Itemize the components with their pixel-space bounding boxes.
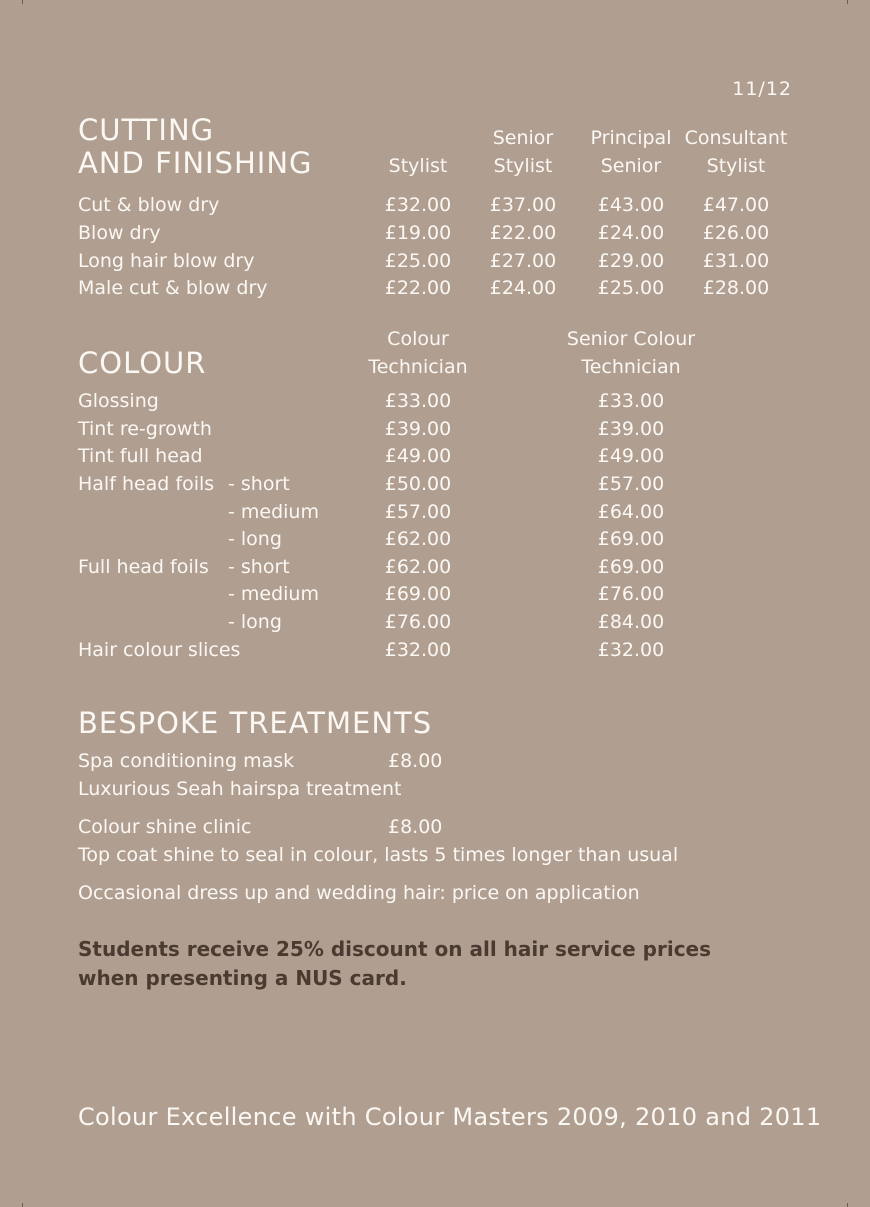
column-header-line: Stylist (388, 155, 448, 177)
price: £39.00 (597, 418, 665, 440)
column-header-line: Consultant (684, 127, 788, 149)
price-row (78, 553, 798, 581)
price: £47.00 (702, 194, 770, 216)
column-header-line: Senior Colour (566, 328, 696, 350)
price: £32.00 (384, 194, 452, 216)
price: £33.00 (597, 390, 665, 412)
price: £69.00 (597, 556, 665, 578)
price: £50.00 (384, 473, 452, 495)
service-name: Hair colour slices (78, 639, 241, 661)
column-header-line: Senior (600, 155, 662, 177)
note-line: Students receive 25% discount on all hair service prices (78, 937, 712, 961)
price-row (78, 580, 798, 608)
service-name: Glossing (78, 390, 159, 412)
crop-mark (22, 1203, 23, 1207)
treatment-description: Luxurious Seah hairspa treatment (78, 778, 402, 800)
service-name: Tint re-growth (78, 418, 212, 440)
price: £69.00 (597, 528, 665, 550)
section-title-line: CUTTING (78, 113, 215, 147)
price-row (78, 219, 798, 247)
price-row (78, 525, 798, 553)
crop-mark (847, 1203, 848, 1207)
price: £57.00 (384, 501, 452, 523)
treatment-name: Colour shine clinic (78, 816, 252, 838)
treatment-name: Spa conditioning mask (78, 750, 295, 772)
price: £25.00 (597, 277, 665, 299)
price: £39.00 (384, 418, 452, 440)
service-variant: - short (228, 556, 290, 578)
column-header-consultant-stylist (680, 124, 792, 180)
price-row (78, 415, 798, 443)
price: £19.00 (384, 222, 452, 244)
service-name: Full head foils (78, 556, 209, 578)
price: £57.00 (597, 473, 665, 495)
column-header-line: Technician (368, 356, 468, 378)
service-name: Long hair blow dry (78, 250, 255, 272)
column-header-senior-colour-technician (553, 325, 709, 381)
price: £29.00 (597, 250, 665, 272)
price: £76.00 (384, 611, 452, 633)
price-row (78, 498, 798, 526)
section-title-cutting (78, 114, 313, 180)
note-line: when presenting a NUS card. (78, 966, 407, 990)
price: £32.00 (384, 639, 452, 661)
price: £76.00 (597, 583, 665, 605)
column-header-line: Technician (581, 356, 681, 378)
price: £22.00 (489, 222, 557, 244)
treatment-row (78, 747, 798, 775)
crop-mark (847, 0, 848, 4)
section-title-colour: COLOUR (78, 346, 207, 380)
column-header-line: Stylist (706, 155, 766, 177)
price-row (78, 442, 798, 470)
price-row (78, 274, 798, 302)
service-name: Half head foils (78, 473, 215, 495)
column-header-line (368, 124, 468, 152)
column-header-stylist (368, 124, 468, 180)
service-variant: - long (228, 611, 282, 633)
service-name: Blow dry (78, 222, 161, 244)
crop-mark (22, 0, 23, 4)
column-header-line: Senior (492, 127, 554, 149)
column-header-colour-technician (358, 325, 478, 381)
price-row (78, 636, 798, 664)
price-row (78, 608, 798, 636)
price: £31.00 (702, 250, 770, 272)
price: £27.00 (489, 250, 557, 272)
service-variant: - medium (228, 583, 319, 605)
section-title-line: AND FINISHING (78, 146, 313, 180)
price: £84.00 (597, 611, 665, 633)
service-name: Cut & blow dry (78, 194, 220, 216)
price: £8.00 (388, 816, 443, 838)
footer-award-text: Colour Excellence with Colour Masters 2009, 2010 and 2011 (78, 1103, 822, 1131)
price: £49.00 (384, 445, 452, 467)
price: £64.00 (597, 501, 665, 523)
service-name: Male cut & blow dry (78, 277, 268, 299)
price: £28.00 (702, 277, 770, 299)
price: £24.00 (489, 277, 557, 299)
service-name: Tint full head (78, 445, 203, 467)
price: £26.00 (702, 222, 770, 244)
price: £8.00 (388, 750, 443, 772)
price: £33.00 (384, 390, 452, 412)
column-header-line: Colour (387, 328, 449, 350)
service-variant: - medium (228, 501, 319, 523)
service-variant: - long (228, 528, 282, 550)
service-variant: - short (228, 473, 290, 495)
student-discount-note (78, 935, 711, 993)
price: £43.00 (597, 194, 665, 216)
price: £62.00 (384, 556, 452, 578)
price: £69.00 (384, 583, 452, 605)
column-header-senior-stylist (473, 124, 573, 180)
price-row (78, 470, 798, 498)
treatment-row (78, 813, 798, 841)
price: £22.00 (384, 277, 452, 299)
price: £24.00 (597, 222, 665, 244)
price: £37.00 (489, 194, 557, 216)
price: £62.00 (384, 528, 452, 550)
page-number: 11/12 (732, 78, 792, 100)
price-row (78, 387, 798, 415)
treatment-description: Top coat shine to seal in colour, lasts 5 times longer than usual (78, 844, 679, 866)
column-header-line: Stylist (493, 155, 553, 177)
column-header-line: Principal (590, 127, 672, 149)
price: £25.00 (384, 250, 452, 272)
occasional-note: Occasional dress up and wedding hair: price on application (78, 882, 640, 904)
price: £32.00 (597, 639, 665, 661)
price-row (78, 191, 798, 219)
column-header-principal-senior (576, 124, 686, 180)
price: £49.00 (597, 445, 665, 467)
section-title-bespoke: BESPOKE TREATMENTS (78, 706, 433, 740)
price-row (78, 247, 798, 275)
